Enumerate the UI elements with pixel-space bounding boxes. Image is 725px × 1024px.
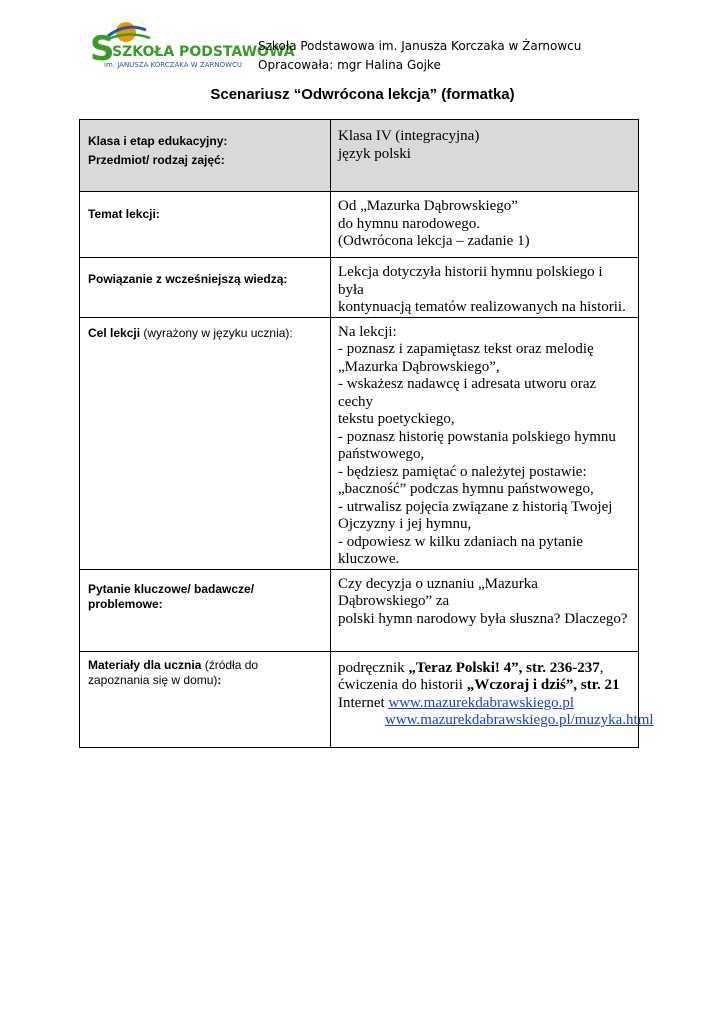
label-cell: [80, 192, 331, 258]
cel-line: - poznasz historię powstania polskiego hymnu: [338, 428, 616, 445]
label-cell: [80, 120, 331, 192]
svg-text:S: S: [90, 29, 115, 69]
label-temat: Temat lekcji:: [88, 207, 160, 221]
pytanie-line: polski hymn narodowy była słuszna? Dlaczego?: [338, 610, 628, 627]
label-pytanie: Pytanie kluczowe/ badawcze/: [88, 581, 255, 596]
value-klasa: Klasa IV (integracyjna): [338, 128, 480, 144]
value-przedmiot: język polski: [338, 145, 411, 162]
label-cell: [80, 569, 331, 651]
label-przedmiot: Przedmiot/ rodzaj zajęć:: [88, 153, 225, 167]
page-header: [258, 37, 581, 75]
cel-line: „Mazurka Dąbrowskiego”,: [338, 358, 500, 375]
label-materialy: Materiały dla ucznia (źródła do: [88, 657, 259, 672]
link-mazurek[interactable]: www.mazurekdabrawskiego.pl: [388, 694, 575, 711]
scenario-table: [79, 119, 654, 748]
label-cel: Cel lekcji (wyrażony w języku ucznia):: [88, 325, 293, 340]
svg-text:SZKOŁA PODSTAWOWA: SZKOŁA PODSTAWOWA: [112, 44, 295, 60]
label-cell: [80, 651, 331, 747]
document-title: Scenariusz “Odwrócona lekcja” (formatka): [210, 86, 515, 103]
cel-line: - odpowiesz w kilku zdaniach na pytanie kluczowe.: [338, 533, 583, 567]
row-cel: [80, 317, 639, 569]
label-powiazanie: Powiązanie z wcześniejszą wiedzą:: [88, 272, 288, 286]
label-materialy: zapoznania się w domu):: [88, 672, 222, 687]
cel-line: tekstu poetyckiego,: [338, 411, 455, 427]
value-cell: [331, 651, 654, 747]
value-cell: [331, 317, 639, 569]
cel-line: - wskażesz nadawcę i adresata utworu oraz cechy: [338, 376, 597, 410]
powiazanie-line: Lekcja dotyczyła historii hymnu polskiego i była: [338, 264, 603, 298]
material-internet: Internet www.mazurekdabrawskiego.pl: [338, 694, 575, 711]
author-line: Opracowała: mgr Halina Gojke: [258, 58, 441, 72]
cel-line: Na lekcji:: [338, 323, 397, 340]
cel-line: - będziesz pamiętać o należytej postawie:: [338, 463, 587, 480]
svg-text:im. JANUSZA KORCZAKA W ŻARNOWC: im. JANUSZA KORCZAKA W ŻARNOWCU: [104, 61, 243, 69]
material-internet-2: [338, 712, 654, 730]
row-pytanie: [80, 569, 639, 651]
temat-line: do hymnu narodowego.: [338, 215, 481, 232]
cel-line: - poznasz i zapamiętasz tekst oraz melodię: [338, 341, 594, 357]
value-cell: [331, 569, 639, 651]
temat-line: (Odwrócona lekcja – zadanie 1): [338, 233, 530, 249]
cel-line: „baczność” podczas hymnu państwowego,: [338, 481, 594, 497]
value-cell: [331, 192, 639, 258]
temat-line: Od „Mazurka Dąbrowskiego”: [338, 198, 518, 214]
label-pytanie: problemowe:: [88, 596, 163, 611]
cel-line: państwowego,: [338, 446, 425, 462]
pytanie-line: Czy decyzja o uznaniu „Mazurka Dąbrowskiego” za: [338, 575, 538, 609]
row-temat: [80, 192, 639, 258]
label-klasa: Klasa i etap edukacyjny:: [88, 134, 228, 148]
school-logo: [88, 18, 295, 74]
label-cell: [80, 317, 331, 569]
cel-line: Ojczyzny i jej hymnu,: [338, 516, 472, 532]
powiazanie-line: kontynuacją tematów realizowanych na historii.: [338, 299, 626, 315]
value-cell: [331, 120, 639, 192]
link-mazurek-muzyka[interactable]: www.mazurekdabrawskiego.pl/muzyka.html: [385, 712, 654, 728]
school-name: Szkoła Podstawowa im. Janusza Korczaka w Żarnowcu: [258, 39, 582, 53]
row-materialy: [80, 651, 639, 747]
material-cwiczenia: ćwiczenia do historii „Wczoraj i dziś”, str. 21: [338, 677, 620, 693]
value-cell: [331, 258, 639, 318]
label-cell: [80, 258, 331, 318]
row-klasa: [80, 120, 639, 192]
row-powiazanie: [80, 258, 639, 318]
cel-line: - utrwalisz pojęcia związane z historią Twojej: [338, 498, 613, 515]
material-podrecznik: podręcznik „Teraz Polski! 4”, str. 236-237,: [338, 659, 604, 676]
